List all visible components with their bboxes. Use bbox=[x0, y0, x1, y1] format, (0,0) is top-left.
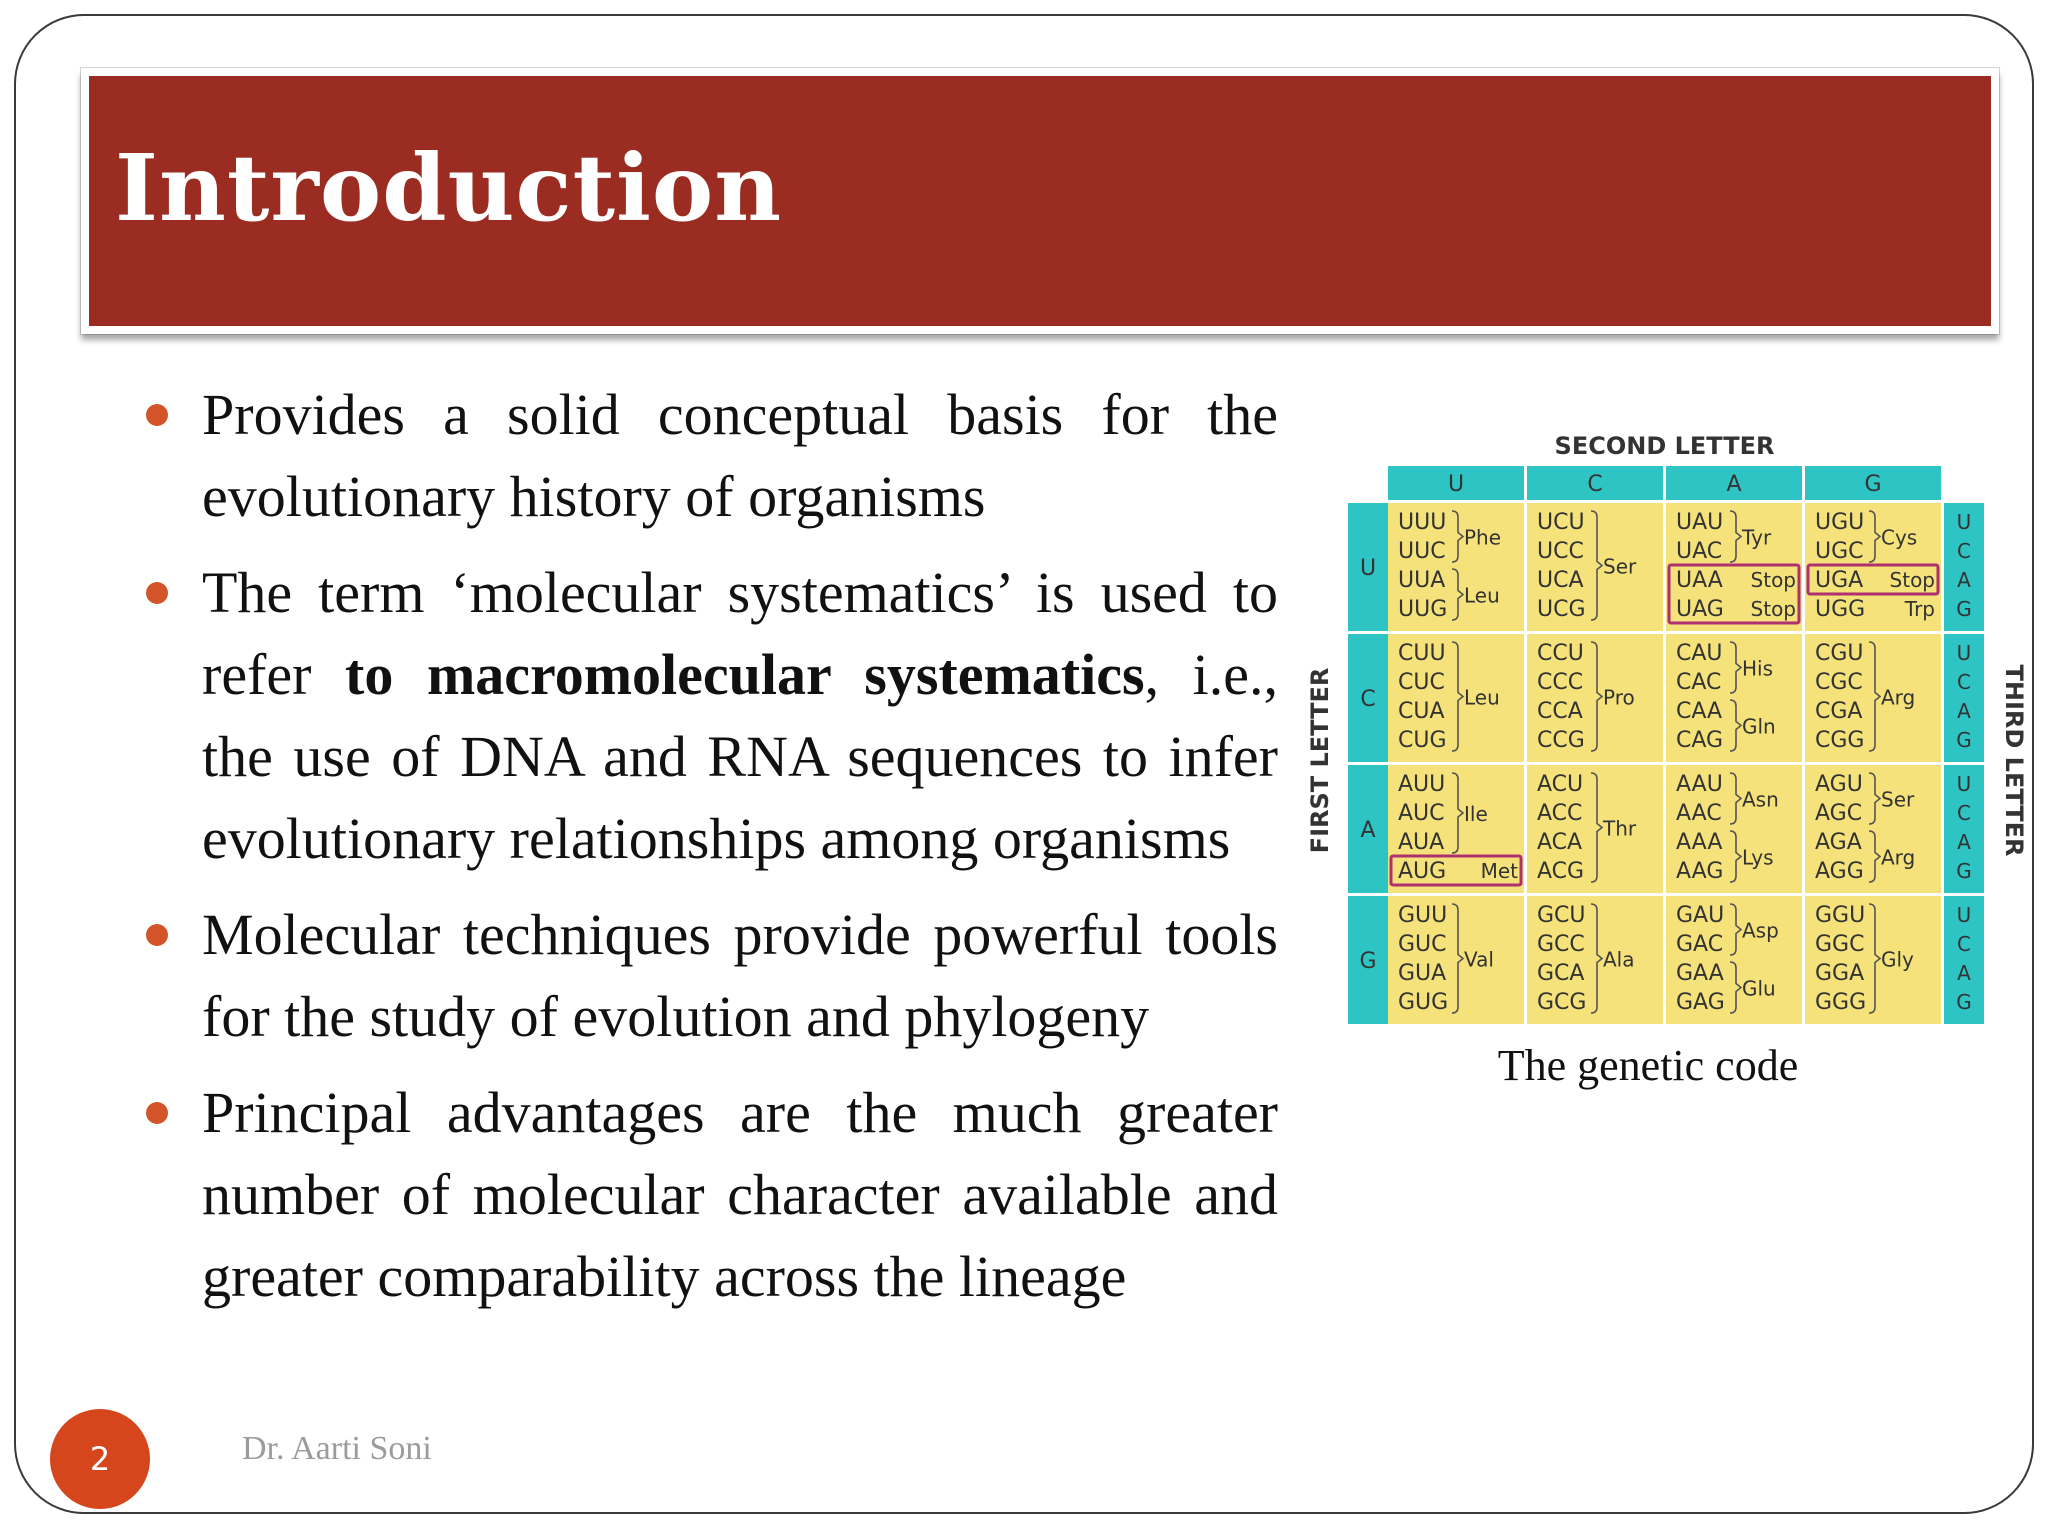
bullet-text: Molecular techniques provide powerful tools for the study of evolution and phylogeny bbox=[202, 902, 1278, 1049]
codon: GCA bbox=[1537, 961, 1585, 986]
genetic-code-figure bbox=[1306, 428, 2028, 1090]
codon: GGA bbox=[1815, 961, 1865, 986]
codon: GCG bbox=[1537, 990, 1587, 1015]
third-letter: U bbox=[1956, 903, 1972, 927]
amino-acid: Asp bbox=[1742, 918, 1779, 943]
codon: CCC bbox=[1537, 670, 1584, 695]
codon: UGU bbox=[1815, 510, 1865, 535]
codon: GAC bbox=[1676, 932, 1724, 957]
third-letter: A bbox=[1957, 830, 1971, 854]
codon: GGC bbox=[1815, 932, 1865, 957]
codon: AAU bbox=[1676, 772, 1723, 797]
codon: CGA bbox=[1815, 699, 1863, 724]
codon: UCA bbox=[1537, 568, 1584, 593]
amino-acid: Phe bbox=[1464, 525, 1502, 550]
codon: GAU bbox=[1676, 903, 1725, 928]
codon: CUA bbox=[1398, 699, 1445, 724]
column-header-letter: U bbox=[1447, 472, 1465, 497]
codon: AGC bbox=[1815, 801, 1863, 826]
codon: GUG bbox=[1398, 990, 1449, 1015]
figure-caption: The genetic code bbox=[1497, 1041, 1799, 1090]
codon: UCU bbox=[1537, 510, 1585, 535]
third-letter: A bbox=[1957, 699, 1971, 723]
codon: AUU bbox=[1398, 772, 1446, 797]
amino-acid: Asn bbox=[1742, 787, 1779, 812]
bullet-text: Principal advantages are the much greater number of molecular character available and greater comparability across the lineage bbox=[202, 1080, 1278, 1309]
third-letter: G bbox=[1956, 990, 1972, 1014]
codon: GUC bbox=[1398, 932, 1447, 957]
amino-acid: Gly bbox=[1881, 947, 1914, 972]
bullet-dot-icon bbox=[146, 404, 168, 426]
bullet-list bbox=[146, 374, 1278, 1332]
codon: UAA bbox=[1676, 568, 1723, 593]
codon: UUC bbox=[1398, 539, 1446, 564]
codon: CUG bbox=[1398, 728, 1447, 753]
third-letter: C bbox=[1957, 539, 1971, 563]
codon: CGU bbox=[1815, 641, 1864, 666]
first-letter-label: FIRST LETTER bbox=[1306, 667, 1334, 854]
bullet-item bbox=[146, 894, 1278, 1058]
codon: UAU bbox=[1676, 510, 1724, 535]
stop-label: Stop bbox=[1889, 568, 1935, 592]
codon: CCU bbox=[1537, 641, 1584, 666]
bullet-dot-icon bbox=[146, 1102, 168, 1124]
codon: ACC bbox=[1537, 801, 1583, 826]
codon: CGG bbox=[1815, 728, 1865, 753]
codon: UGC bbox=[1815, 539, 1864, 564]
column-header-letter: G bbox=[1864, 472, 1882, 497]
third-letter: A bbox=[1957, 568, 1971, 592]
bullet-text: The term ‘molecular systematics’ is used to refer bbox=[202, 560, 1278, 707]
stop-label: Stop bbox=[1750, 597, 1796, 621]
codon: GCC bbox=[1537, 932, 1585, 957]
row-header-letter: C bbox=[1360, 687, 1376, 712]
bullet-item bbox=[146, 1072, 1278, 1318]
codon: AUC bbox=[1398, 801, 1445, 826]
codon: UUA bbox=[1398, 568, 1446, 593]
codon: CCA bbox=[1537, 699, 1583, 724]
codon: AUA bbox=[1398, 830, 1445, 855]
third-letter: G bbox=[1956, 597, 1972, 621]
codon: UUU bbox=[1398, 510, 1447, 535]
column-header-letter: A bbox=[1726, 472, 1742, 497]
amino-acid: Gln bbox=[1742, 714, 1776, 739]
amino-acid: Thr bbox=[1603, 816, 1637, 841]
stop-label: Trp bbox=[1904, 597, 1935, 621]
codon: CAG bbox=[1676, 728, 1724, 753]
codon: UCC bbox=[1537, 539, 1584, 564]
codon: CCG bbox=[1537, 728, 1585, 753]
amino-acid: Lys bbox=[1742, 845, 1774, 870]
third-letter: U bbox=[1956, 510, 1972, 534]
codon: CUC bbox=[1398, 670, 1445, 695]
stop-label: Met bbox=[1480, 859, 1518, 883]
genetic-code-table bbox=[1306, 428, 2028, 1028]
codon: ACA bbox=[1537, 830, 1583, 855]
amino-acid: Glu bbox=[1742, 976, 1776, 1001]
codon: GUA bbox=[1398, 961, 1447, 986]
codon: GCU bbox=[1537, 903, 1586, 928]
bullet-text: , i.e., the use of DNA and RNA sequences to infer evolutionary relationships among organisms bbox=[202, 642, 1279, 871]
amino-acid: Arg bbox=[1881, 845, 1916, 870]
amino-acid: Leu bbox=[1464, 685, 1500, 710]
row-header-letter: A bbox=[1360, 818, 1376, 843]
amino-acid: Cys bbox=[1881, 525, 1918, 550]
codon: CUU bbox=[1398, 641, 1446, 666]
slide-frame bbox=[14, 14, 2034, 1514]
codon: UAG bbox=[1676, 597, 1724, 622]
amino-acid: His bbox=[1742, 656, 1774, 681]
amino-acid: Ala bbox=[1603, 947, 1635, 972]
author-watermark: Dr. Aarti Soni bbox=[242, 1430, 432, 1467]
amino-acid: Ile bbox=[1464, 802, 1488, 826]
codon: UCG bbox=[1537, 597, 1586, 622]
bullet-text: to macromolecular systematics bbox=[345, 642, 1145, 707]
third-letter: U bbox=[1956, 641, 1972, 665]
amino-acid: Val bbox=[1464, 947, 1494, 972]
third-letter-label: THIRD LETTER bbox=[2000, 664, 2028, 857]
codon: GAG bbox=[1676, 990, 1725, 1015]
codon: AAA bbox=[1676, 830, 1723, 855]
third-letter: C bbox=[1957, 801, 1971, 825]
codon: CAC bbox=[1676, 670, 1722, 695]
codon: GGG bbox=[1815, 990, 1867, 1015]
third-letter: C bbox=[1957, 932, 1971, 956]
amino-acid: Ser bbox=[1881, 787, 1915, 812]
codon: AGU bbox=[1815, 772, 1863, 797]
codon: ACG bbox=[1537, 859, 1585, 884]
amino-acid: Pro bbox=[1603, 685, 1635, 710]
bullet-item bbox=[146, 552, 1278, 880]
row-header-letter: G bbox=[1359, 949, 1377, 974]
codon: GUU bbox=[1398, 903, 1448, 928]
codon: UUG bbox=[1398, 597, 1448, 622]
page-title: Introduction bbox=[115, 134, 783, 242]
codon: GGU bbox=[1815, 903, 1866, 928]
third-letter: C bbox=[1957, 670, 1971, 694]
codon: AGG bbox=[1815, 859, 1864, 884]
page-number-badge: 2 bbox=[50, 1409, 150, 1509]
amino-acid: Arg bbox=[1881, 685, 1916, 710]
column-header-letter: C bbox=[1587, 472, 1603, 497]
codon: AAC bbox=[1676, 801, 1722, 826]
bullet-dot-icon bbox=[146, 924, 168, 946]
codon: AUG bbox=[1398, 859, 1447, 884]
codon: AAG bbox=[1676, 859, 1724, 884]
bullet-item bbox=[146, 374, 1278, 538]
third-letter: U bbox=[1956, 772, 1972, 796]
codon: UGA bbox=[1815, 568, 1864, 593]
amino-acid: Tyr bbox=[1742, 525, 1772, 550]
codon: CAA bbox=[1676, 699, 1723, 724]
codon: CGC bbox=[1815, 670, 1863, 695]
third-letter: A bbox=[1957, 961, 1971, 985]
amino-acid: Leu bbox=[1464, 583, 1500, 608]
title-bar bbox=[81, 68, 1999, 334]
codon: AGA bbox=[1815, 830, 1862, 855]
bullet-dot-icon bbox=[146, 582, 168, 604]
third-letter: G bbox=[1956, 859, 1972, 883]
codon: UGG bbox=[1815, 597, 1866, 622]
second-letter-label: SECOND LETTER bbox=[1554, 432, 1775, 460]
codon: CAU bbox=[1676, 641, 1723, 666]
amino-acid: Ser bbox=[1603, 554, 1637, 579]
bullet-text: Provides a solid conceptual basis for the evolutionary history of organisms bbox=[202, 382, 1278, 529]
stop-label: Stop bbox=[1750, 568, 1796, 592]
third-letter: G bbox=[1956, 728, 1972, 752]
codon: ACU bbox=[1537, 772, 1584, 797]
codon: UAC bbox=[1676, 539, 1723, 564]
codon: GAA bbox=[1676, 961, 1724, 986]
row-header-letter: U bbox=[1359, 556, 1377, 581]
